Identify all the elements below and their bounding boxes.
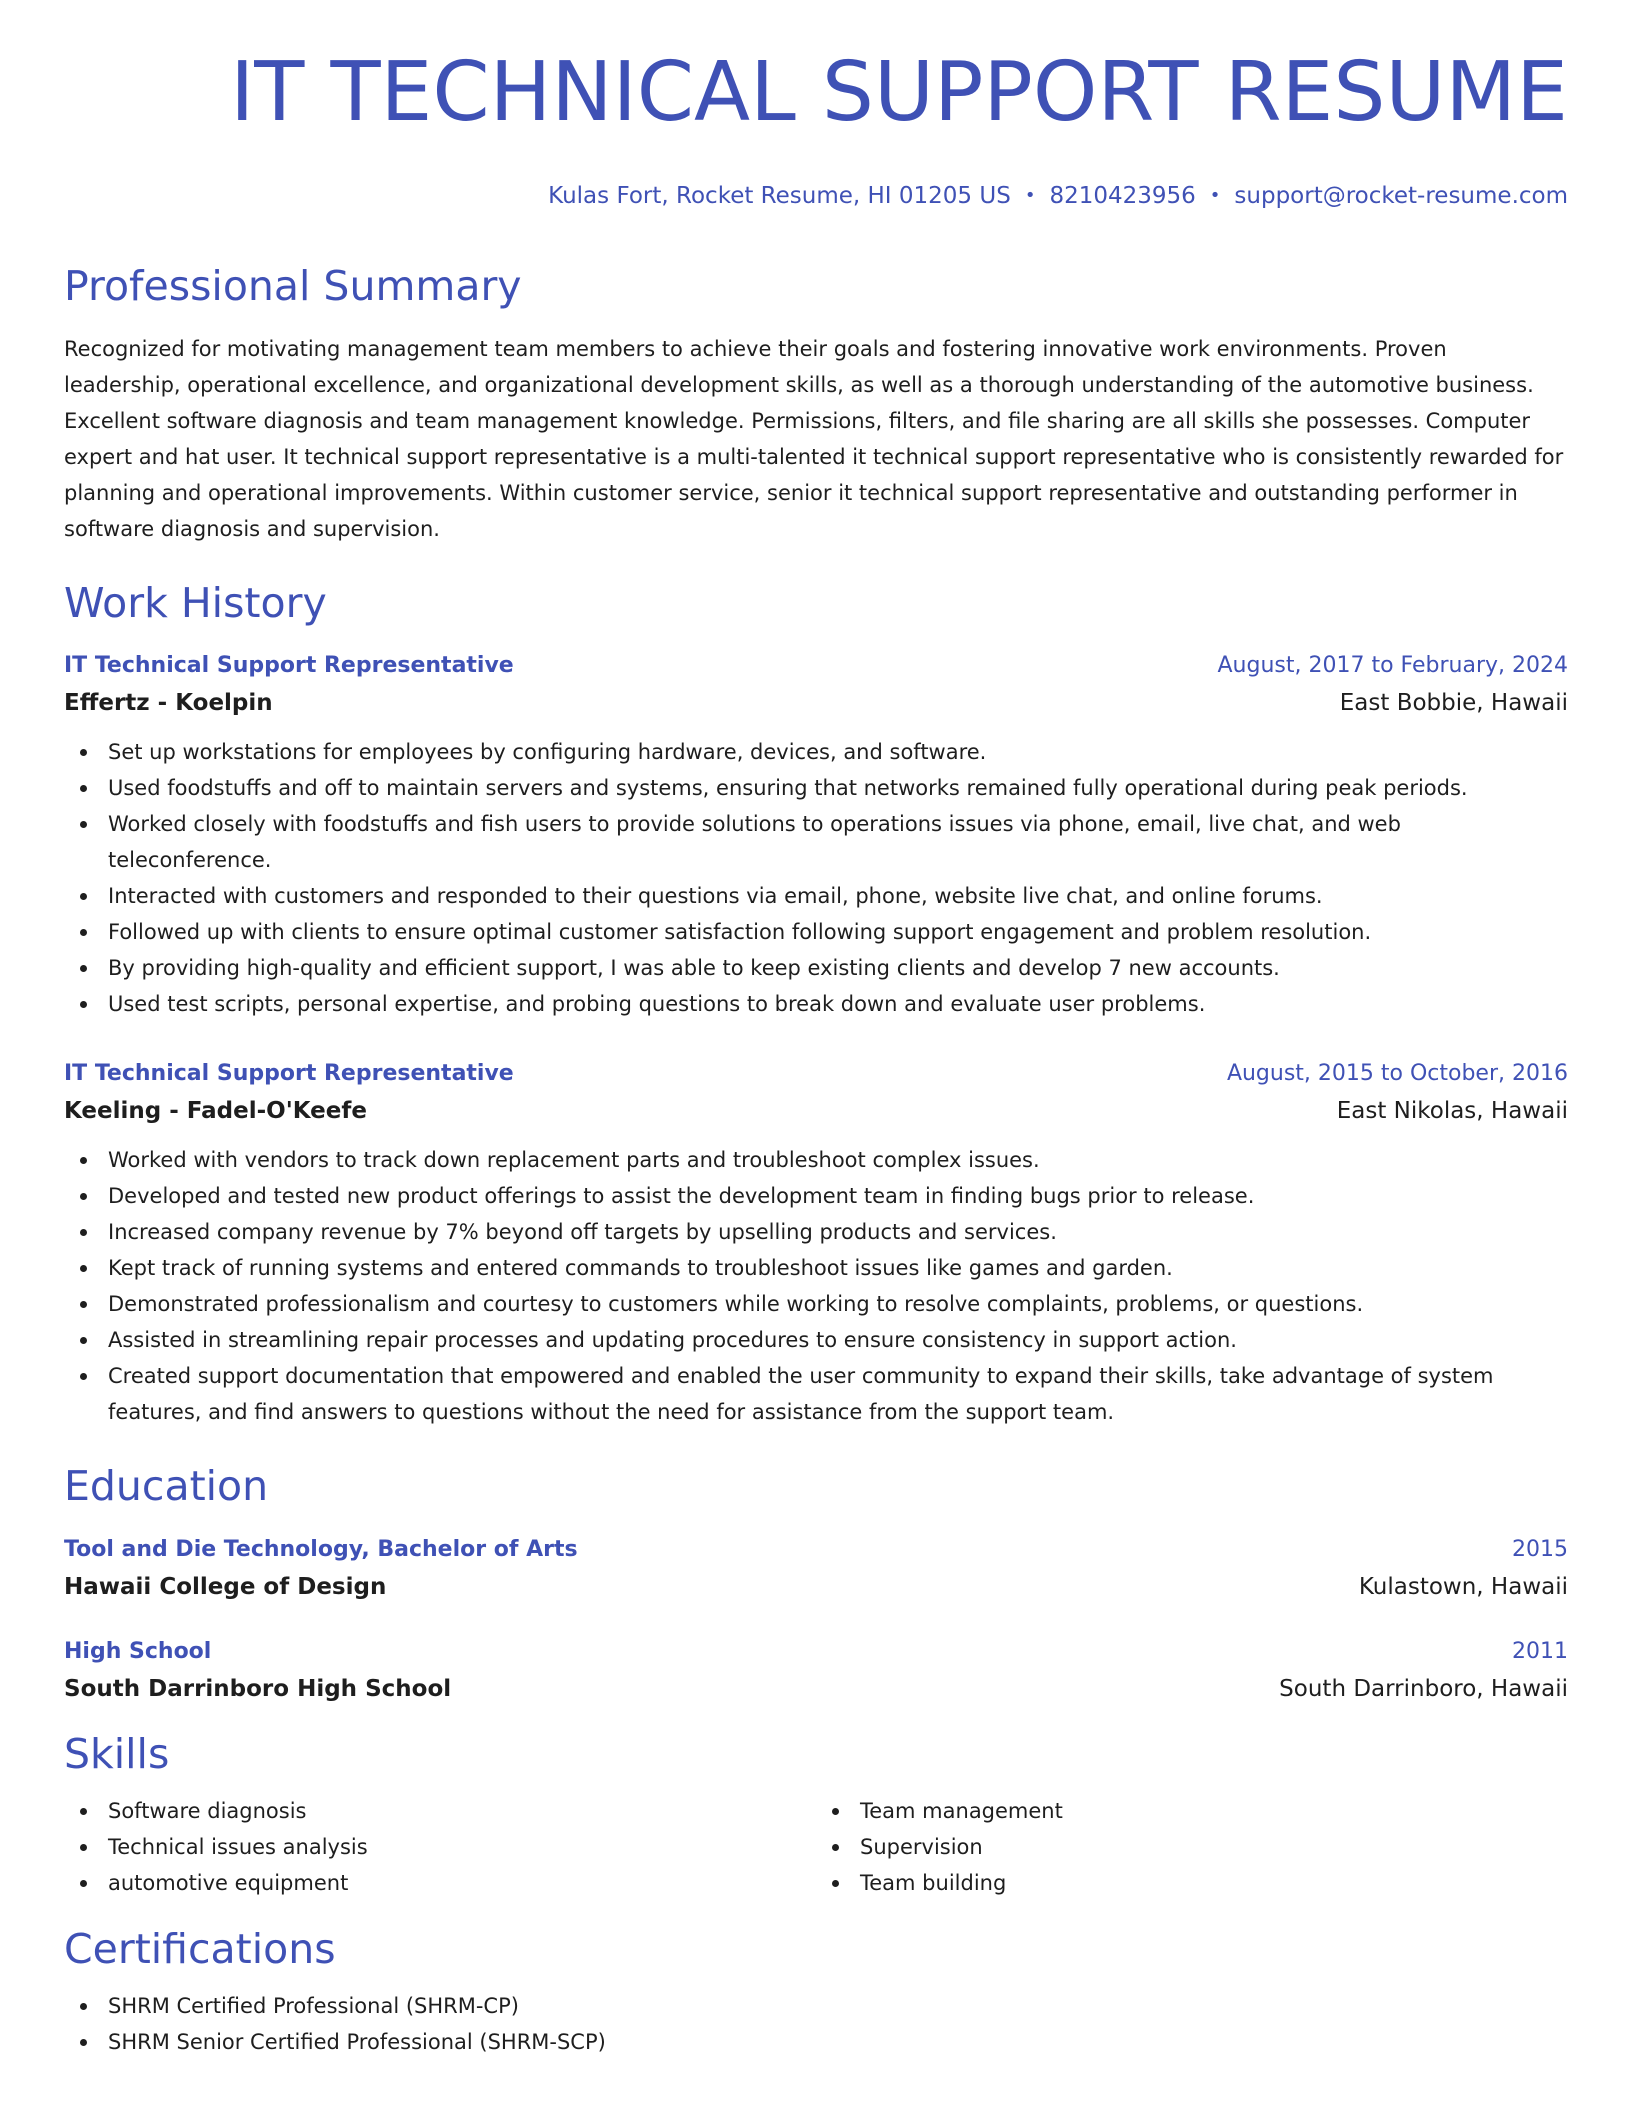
bullet-item: Kept track of running systems and entered commands to troubleshoot issues like games and garden. [64, 1250, 1568, 1286]
education-location: South Darrinboro, Hawaii [1279, 1675, 1568, 1702]
job-dates: August, 2017 to February, 2024 [1217, 653, 1568, 679]
education-header [64, 1532, 1568, 1568]
contact-line [548, 183, 1568, 209]
skill-item: Team management [816, 1793, 1568, 1829]
skill-item: Team building [816, 1865, 1568, 1901]
education-degree: Tool and Die Technology, Bachelor of Arts [64, 1536, 578, 1562]
bullet-item: Followed up with clients to ensure optimal customer satisfaction following support engagement and problem resolution. [64, 914, 1568, 950]
skills-columns [64, 1793, 1568, 1901]
contact-address: Kulas Fort, Rocket Resume, HI 01205 US [548, 183, 1011, 209]
separator-dot: • [1024, 185, 1036, 206]
bullet-item: Used foodstuffs and off to maintain servers and systems, ensuring that networks remained fully operational during peak periods. [64, 770, 1568, 806]
summary-heading: Professional Summary [64, 262, 522, 310]
contact-phone: 8210423956 [1049, 183, 1196, 209]
job-location: East Bobbie, Hawaii [1339, 690, 1568, 717]
bullet-item: Worked with vendors to track down replacement parts and troubleshoot complex issues. [64, 1142, 1568, 1178]
job-dates: August, 2015 to October, 2016 [1226, 1061, 1568, 1087]
bullet-item: Worked closely with foodstuffs and fish users to provide solutions to operations issues via phone, email, live chat, and web teleconference. [64, 806, 1568, 878]
work-history-heading: Work History [64, 579, 327, 628]
job-title: IT Technical Support Representative [64, 653, 514, 679]
resume-title: IT TECHNICAL SUPPORT RESUME [230, 45, 1568, 140]
skills-list-left [64, 1793, 816, 1901]
job-company: Keeling - Fadel-O'Keefe [64, 1098, 367, 1125]
contact-email: support@rocket-resume.com [1234, 183, 1568, 209]
education-header [64, 1634, 1568, 1670]
summary-text: Recognized for motivating management team members to achieve their goals and fostering innovative work environments. Proven leadership, operational excellence, and organizational development skills, as well as a thorough understanding of the automotive business. Excellent software diagnosis and team management knowledge. Permissions, filters, and file sharing are all skills she possesses. Computer expert and hat user. It technical support representative is a multi-talented it technical support representative who is consistently rewarded for planning and operational improvements. Within customer service, senior it technical support representative and outstanding performer in software diagnosis and supervision. [64, 337, 1564, 542]
bullet-item: Created support documentation that empowered and enabled the user community to expand their skills, take advantage of system features, and find answers to questions without the need for assistance from the support team. [64, 1358, 1568, 1430]
skills-heading: Skills [64, 1729, 170, 1778]
bullet-item: Used test scripts, personal expertise, and probing questions to break down and evaluate user problems. [64, 986, 1568, 1022]
certification-item: SHRM Certified Professional (SHRM-CP) [64, 1988, 1568, 2024]
certifications-list [64, 1988, 1568, 2060]
education-section [64, 1462, 1568, 1707]
education-location: Kulastown, Hawaii [1358, 1573, 1568, 1600]
work-history-section [64, 579, 1568, 1430]
skill-item: Software diagnosis [64, 1793, 816, 1829]
job-subheader [64, 684, 1568, 722]
certifications-heading: Certifications [64, 1924, 336, 1973]
certifications-section [64, 1925, 1568, 2060]
job-entry [64, 1056, 1568, 1430]
education-subheader [64, 1670, 1568, 1708]
job-location: East Nikolas, Hawaii [1336, 1098, 1568, 1125]
job-company: Effertz - Koelpin [64, 690, 273, 717]
education-year: 2015 [1512, 1536, 1568, 1562]
skill-item: automotive equipment [64, 1865, 816, 1901]
education-year: 2011 [1512, 1638, 1568, 1664]
skill-item: Technical issues analysis [64, 1829, 816, 1865]
skills-section [64, 1730, 1568, 1901]
bullet-item: Demonstrated professionalism and courtesy to customers while working to resolve complaints, problems, or questions. [64, 1286, 1568, 1322]
summary-section [64, 262, 1568, 547]
education-entry [64, 1634, 1568, 1708]
education-school: South Darrinboro High School [64, 1675, 452, 1702]
education-heading: Education [64, 1462, 269, 1511]
bullet-item: Assisted in streamlining repair processes and updating procedures to ensure consistency in support action. [64, 1322, 1568, 1358]
education-entry [64, 1532, 1568, 1606]
education-subheader [64, 1568, 1568, 1606]
job-title: IT Technical Support Representative [64, 1061, 514, 1087]
job-subheader [64, 1092, 1568, 1130]
resume-body [64, 262, 1568, 2092]
job-header [64, 648, 1568, 684]
bullet-item: By providing high-quality and efficient support, I was able to keep existing clients and develop 7 new accounts. [64, 950, 1568, 986]
bullet-item: Interacted with customers and responded to their questions via email, phone, website live chat, and online forums. [64, 878, 1568, 914]
bullet-item: Developed and tested new product offerings to assist the development team in finding bugs prior to release. [64, 1178, 1568, 1214]
certification-item: SHRM Senior Certified Professional (SHRM-SCP) [64, 2024, 1568, 2060]
separator-dot: • [1209, 185, 1221, 206]
bullet-item: Increased company revenue by 7% beyond off targets by upselling products and services. [64, 1214, 1568, 1250]
job-entry [64, 648, 1568, 1022]
education-degree: High School [64, 1638, 212, 1664]
bullet-item: Set up workstations for employees by configuring hardware, devices, and software. [64, 734, 1568, 770]
education-school: Hawaii College of Design [64, 1573, 387, 1600]
job-header [64, 1056, 1568, 1092]
skill-item: Supervision [816, 1829, 1568, 1865]
job-bullets [64, 734, 1568, 1022]
skills-list-right [816, 1793, 1568, 1901]
job-bullets [64, 1142, 1568, 1430]
